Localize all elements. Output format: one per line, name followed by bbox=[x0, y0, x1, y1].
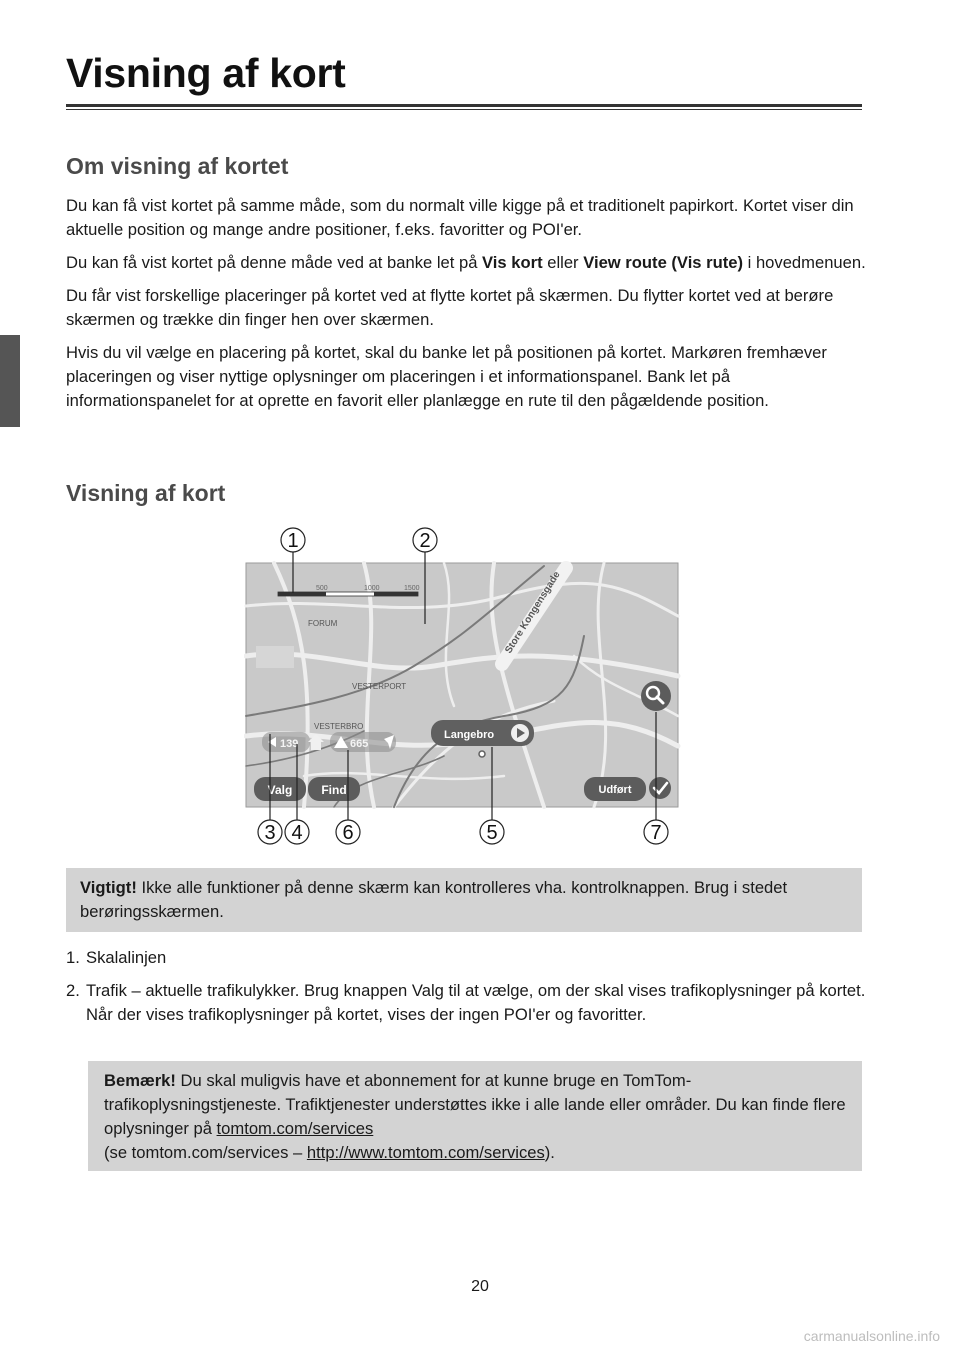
svg-text:500: 500 bbox=[316, 585, 328, 592]
svg-text:Langebro: Langebro bbox=[444, 729, 495, 741]
map-screen-figure bbox=[244, 526, 684, 856]
svg-text:1000: 1000 bbox=[364, 585, 380, 592]
remark-text-3: ). bbox=[544, 1143, 555, 1162]
remark-text: Du skal muligvis have et abonnement for at kunne bruge en TomTom-trafikoplysningstjeneste. Trafiktjenester understøttes ikke i alle lande eller områder. Du kan finde flere oplysninger på bbox=[104, 1071, 846, 1138]
page-title: Visning af kort bbox=[66, 50, 346, 96]
watermark: carmanualsonline.info bbox=[803, 1328, 940, 1344]
section-heading-about: Om visning af kortet bbox=[66, 153, 289, 179]
map-area bbox=[256, 646, 294, 668]
svg-text:Valg: Valg bbox=[267, 783, 293, 797]
callout-3 bbox=[258, 820, 282, 844]
svg-text:2: 2 bbox=[419, 530, 431, 552]
title-rule-thin bbox=[66, 109, 862, 110]
svg-text:7: 7 bbox=[650, 822, 662, 844]
svg-text:Find: Find bbox=[321, 783, 347, 797]
svg-text:3: 3 bbox=[264, 822, 276, 844]
svg-text:6: 6 bbox=[342, 822, 354, 844]
paragraph-2 bbox=[66, 251, 866, 275]
label-vesterport: VESTERPORT bbox=[352, 682, 407, 691]
callout-2 bbox=[413, 528, 437, 552]
page-number: 20 bbox=[471, 1278, 489, 1295]
svg-text:4: 4 bbox=[291, 822, 303, 844]
services-link[interactable]: tomtom.com/services bbox=[216, 1119, 374, 1138]
services-url-link[interactable]: http://www.tomtom.com/services bbox=[306, 1143, 545, 1162]
valg-button[interactable] bbox=[254, 777, 306, 801]
important-label: Vigtigt! bbox=[80, 878, 137, 897]
udfort-button[interactable] bbox=[584, 777, 646, 801]
remark-label: Bemærk! bbox=[104, 1071, 176, 1090]
label-vesterbro: VESTERBRO bbox=[314, 722, 364, 731]
title-rule-thick bbox=[66, 104, 862, 107]
map-screen bbox=[246, 563, 678, 807]
remark-text-2: (se tomtom.com/services – bbox=[104, 1143, 307, 1162]
important-note bbox=[66, 868, 862, 932]
paragraph-4: Hvis du vil vælge en placering på kortet, skal du banke let på positionen på kortet. Markøren fremhæver placeringen og viser nyttige oplysninger om placeringen i et informationspanel. Bank let på informationspanelet for at oprette en favorit eller planlægge en rute til den pågældende position. bbox=[66, 343, 827, 410]
svg-text:Store Kongensgade: Store Kongensgade bbox=[503, 569, 563, 656]
legend-list bbox=[66, 946, 866, 1036]
callout-7 bbox=[644, 820, 668, 844]
svg-text:665: 665 bbox=[350, 738, 369, 750]
poi-indicator[interactable] bbox=[330, 732, 396, 752]
svg-text:5: 5 bbox=[486, 822, 498, 844]
callout-1 bbox=[281, 528, 305, 552]
svg-text:Udført: Udført bbox=[598, 784, 632, 796]
callout-5 bbox=[480, 820, 504, 844]
vis-kort-term: Vis kort bbox=[482, 253, 543, 272]
remark-note bbox=[88, 1061, 862, 1171]
paragraph-2-mid: eller bbox=[542, 253, 584, 272]
section-body-about bbox=[66, 194, 866, 422]
svg-text:1: 1 bbox=[287, 530, 299, 552]
label-forum: FORUM bbox=[308, 619, 338, 628]
view-route-term: View route (Vis rute) bbox=[583, 253, 744, 272]
traffic-indicator[interactable] bbox=[262, 732, 310, 752]
section-heading-map: Visning af kort bbox=[66, 480, 226, 506]
list-item: 2. Trafik – aktuelle trafikulykker. Brug knappen Valg til at vælge, om der skal vises trafikoplysninger på kortet. Når der vises trafikoplysninger på kortet, vises der ingen POI'er og favoritter. bbox=[66, 981, 866, 1024]
paragraph-2-pre: Du kan få vist kortet på denne måde ved at banke let på bbox=[66, 253, 483, 272]
paragraph-3: Du får vist forskellige placeringer på kortet ved at flytte kortet på skærmen. Du flytter kortet ved at berøre skærmen og trække din finger hen over skærmen. bbox=[66, 286, 834, 329]
paragraph-2-post: i hovedmenuen. bbox=[743, 253, 866, 272]
callout-4 bbox=[285, 820, 309, 844]
important-text: Ikke alle funktioner på denne skærm kan kontrolleres vha. kontrolknappen. Brug i stedet berøringsskærmen. bbox=[80, 878, 788, 921]
svg-text:139: 139 bbox=[280, 738, 299, 750]
check-icon[interactable] bbox=[649, 777, 671, 799]
callout-6 bbox=[336, 820, 360, 844]
paragraph-1: Du kan få vist kortet på samme måde, som du normalt ville kigge på et traditionelt papirkort. Kortet viser din aktuelle position og mange andre positioner, f.eks. favoritter og POI'er. bbox=[66, 196, 854, 239]
svg-text:1500: 1500 bbox=[404, 585, 420, 592]
list-item: 1. Skalalinjen bbox=[66, 948, 167, 967]
find-button[interactable] bbox=[308, 777, 360, 801]
search-icon[interactable] bbox=[641, 681, 671, 711]
chapter-tab bbox=[0, 335, 20, 427]
